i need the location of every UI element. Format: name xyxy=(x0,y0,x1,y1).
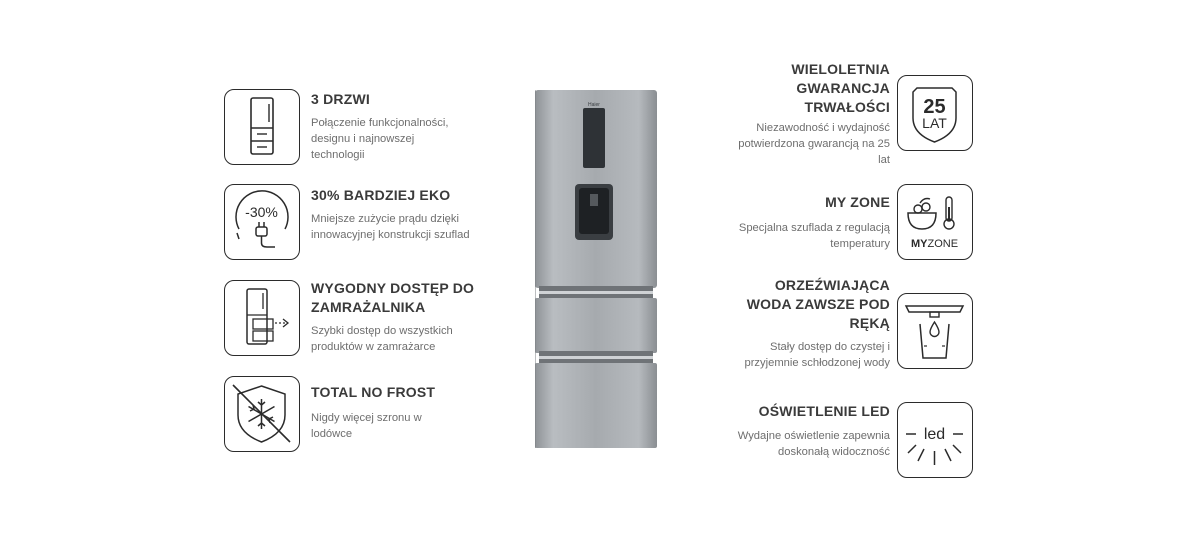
no-frost-icon xyxy=(224,376,300,452)
feature-title: WIELOLETNIA GWARANCJA TRWAŁOŚCI xyxy=(791,61,890,115)
feature-title: OŚWIETLENIE LED xyxy=(758,403,890,419)
feature-description: Połączenie funkcjonalności, designu i najnowszej technologii xyxy=(311,117,449,161)
svg-text:MYZONE xyxy=(911,238,958,250)
feature-title: MY ZONE xyxy=(825,194,890,210)
feature-title: WYGODNY DOSTĘP DO ZAMRAŻALNIKA xyxy=(311,280,475,315)
led-light-icon xyxy=(897,402,973,478)
my-zone-label-rest: ZONE xyxy=(927,238,959,250)
feature-title: ORZEŹWIAJĄCA WODA ZAWSZE POD RĘKĄ xyxy=(746,277,890,331)
feature-description: Specjalna szuflada z regulacją temperatury xyxy=(738,222,890,250)
warranty-shield-icon xyxy=(897,75,973,151)
eco-percent-label: -30% xyxy=(245,204,278,220)
feature-title: TOTAL NO FROST xyxy=(311,384,436,400)
freezer-drawer-icon xyxy=(224,280,300,356)
feature-title: 3 DRZWI xyxy=(311,91,370,107)
my-zone-icon xyxy=(897,184,973,260)
feature-description: Mniejsze zużycie prądu dzięki innowacyjnej konstrukcji szuflad xyxy=(311,213,470,241)
feature-description: Nigdy więcej szronu w lodówce xyxy=(311,412,422,440)
feature-title: 30% BARDZIEJ EKO xyxy=(311,187,451,203)
brand-logo: Haier xyxy=(588,102,600,108)
fridge-product-image xyxy=(535,88,657,448)
led-label: led xyxy=(923,426,946,443)
water-dispenser-icon xyxy=(897,293,973,369)
feature-description: Stały dostęp do czystej i przyjemnie schłodzonej wody xyxy=(744,341,890,369)
three-door-fridge-icon xyxy=(224,89,300,165)
feature-description: Szybki dostęp do wszystkich produktów w zamrażarce xyxy=(311,325,453,353)
feature-description: Niezawodność i wydajność potwierdzona gwarancją na 25 lat xyxy=(738,122,890,166)
warranty-years: 25 xyxy=(923,96,946,118)
my-zone-label-bold: MY xyxy=(910,238,928,250)
warranty-unit: LAT xyxy=(922,115,947,131)
eco-plug-icon xyxy=(224,184,300,260)
feature-description: Wydajne oświetlenie zapewnia doskonałą widoczność xyxy=(737,430,890,458)
